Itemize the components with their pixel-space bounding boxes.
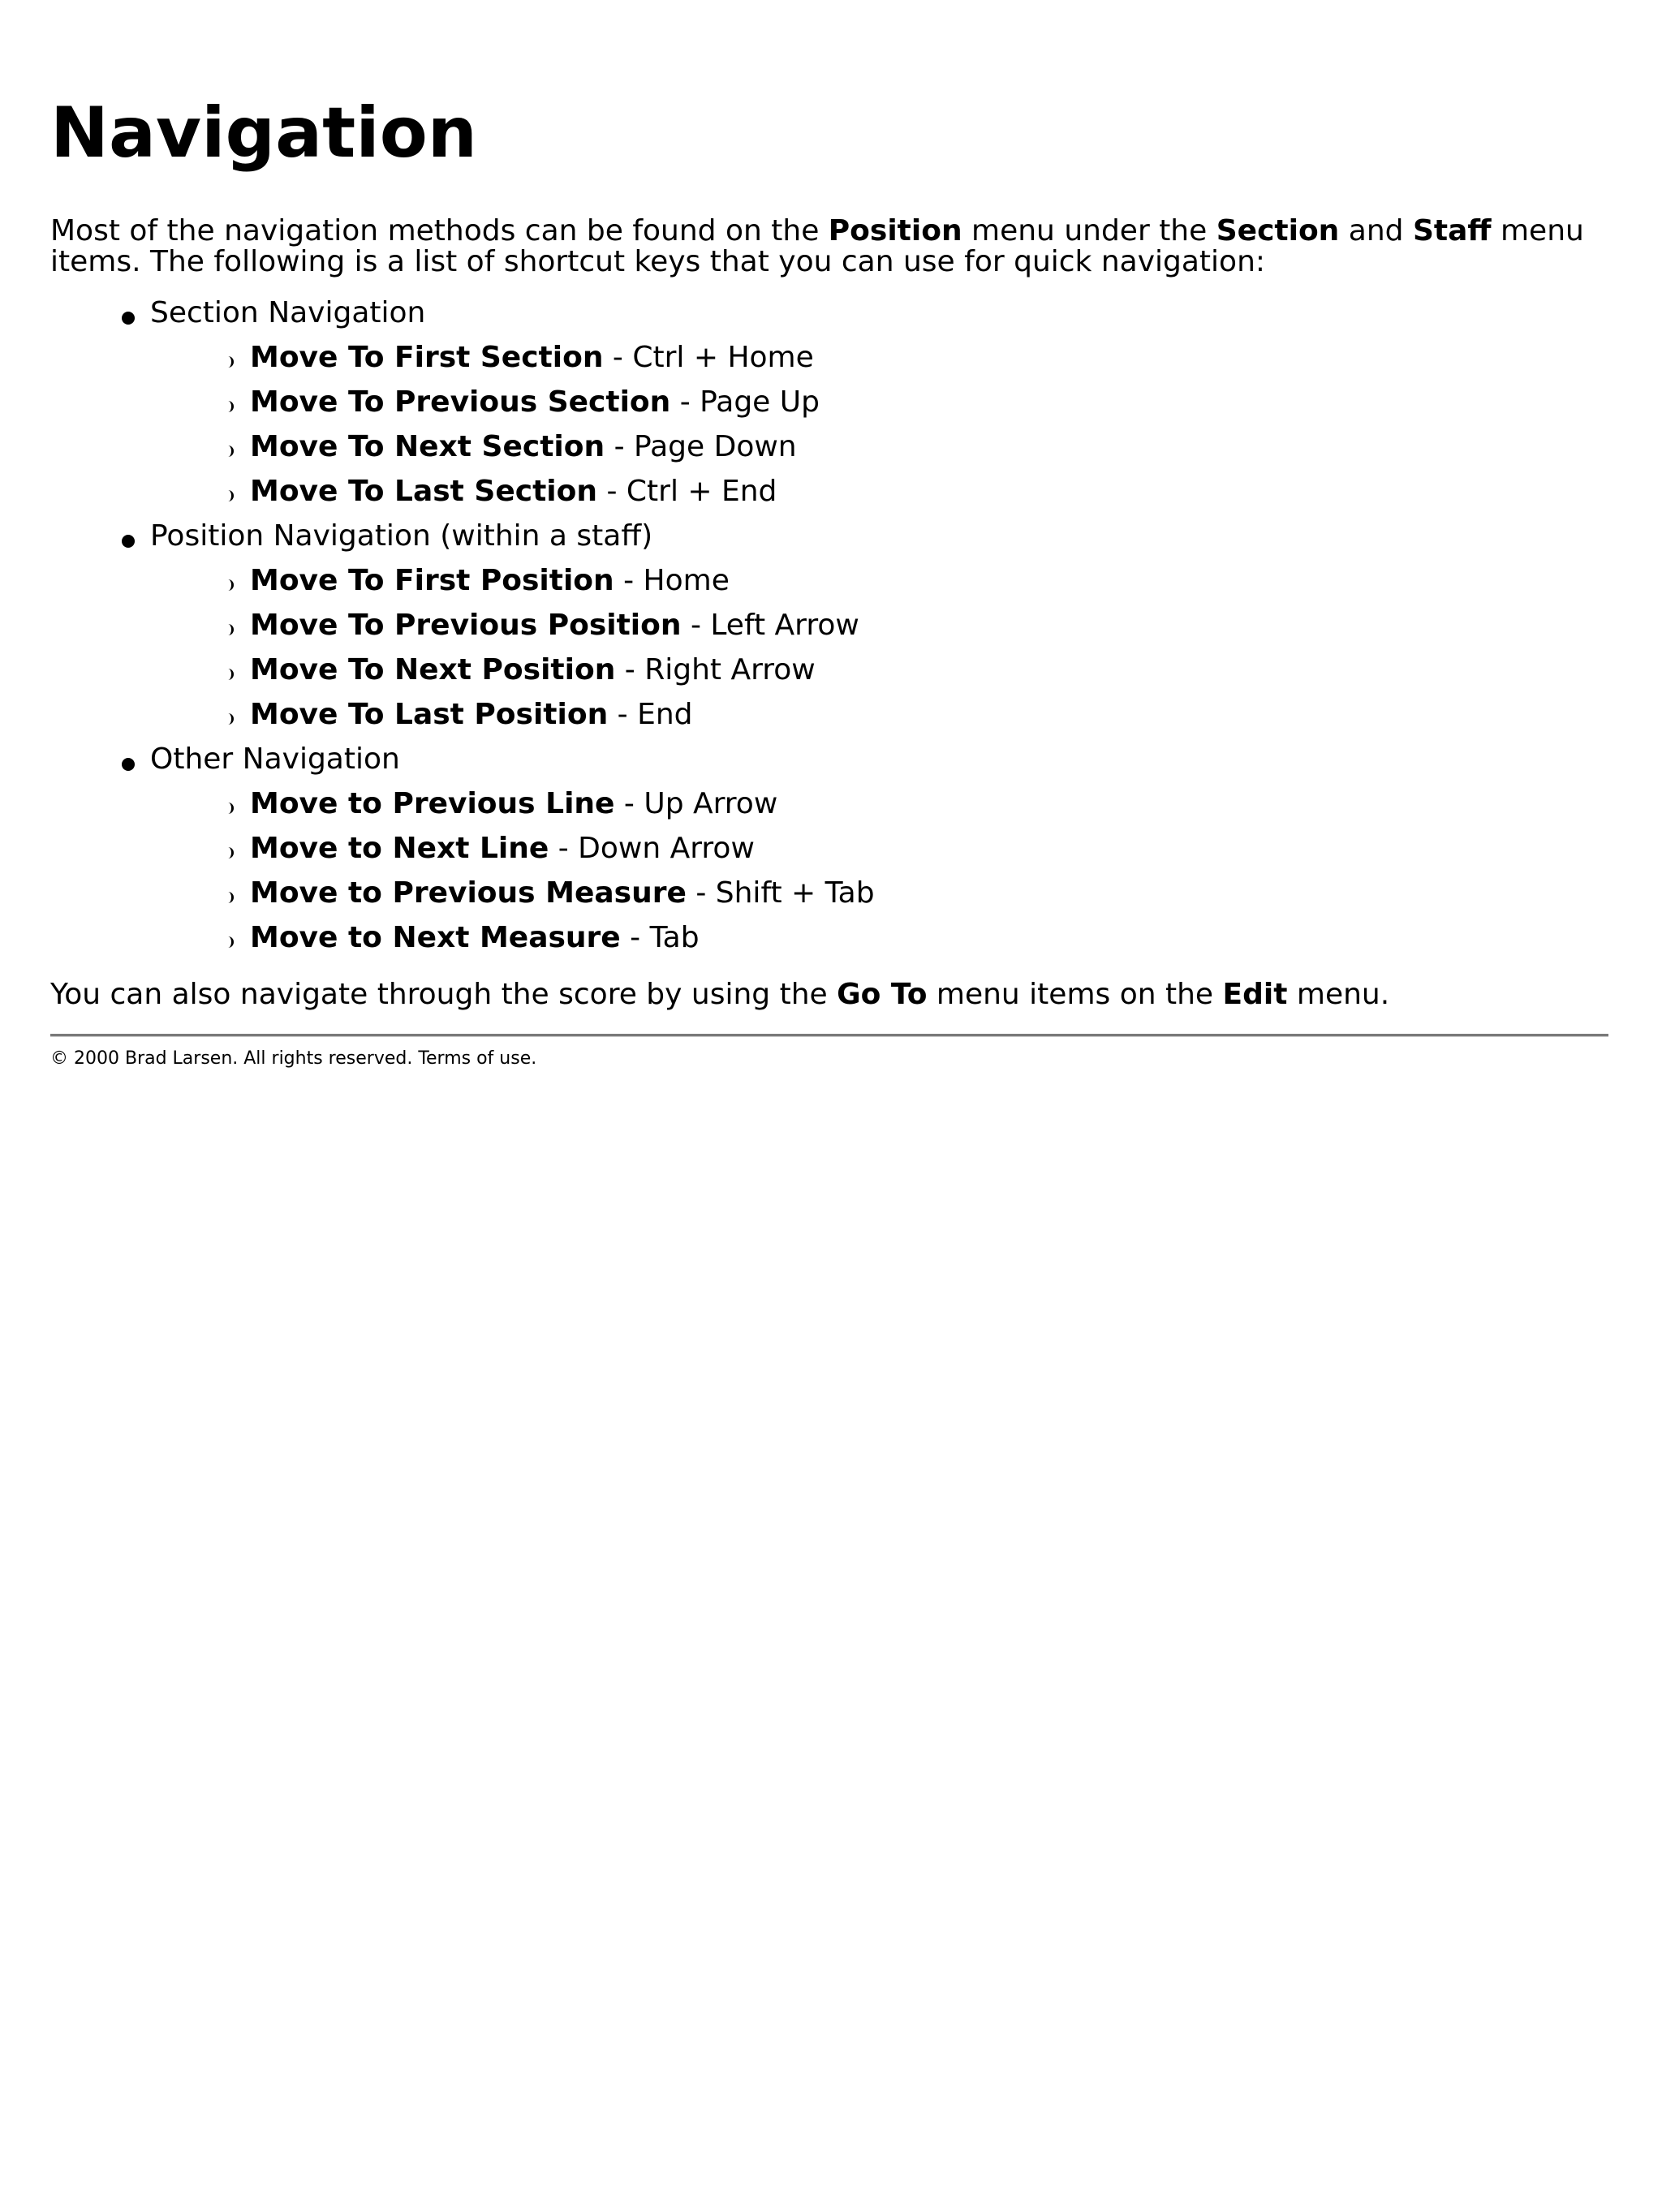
outro-text: You can also navigate through the score by using the xyxy=(50,978,837,1011)
shortcut-name: Move to Next Line xyxy=(250,832,549,865)
disc-bullet-icon xyxy=(122,758,135,771)
shortcut-item xyxy=(150,781,875,826)
shortcut-groups-list xyxy=(50,290,875,960)
circle-bullet-icon xyxy=(226,445,234,457)
intro-text: menu items. The following is a list of shortcut keys that you can use for quick navigation: xyxy=(50,214,1584,278)
intro-menu-position: Position xyxy=(828,214,962,247)
shortcut-name: Move To Last Section xyxy=(250,475,598,508)
page-title: Navigation xyxy=(50,93,478,174)
group-position-navigation xyxy=(50,514,875,737)
circle-bullet-icon xyxy=(226,490,234,501)
shortcut-key: - Page Down xyxy=(605,430,797,463)
shortcut-name: Move To Next Section xyxy=(250,430,605,463)
circle-bullet-icon xyxy=(226,713,234,725)
group-label: Section Navigation xyxy=(150,296,426,329)
circle-bullet-icon xyxy=(226,401,234,412)
group-other-navigation xyxy=(50,737,875,960)
shortcut-key: - Shift + Tab xyxy=(686,876,875,910)
shortcut-name: Move To Previous Position xyxy=(250,609,682,642)
shortcut-item xyxy=(150,915,875,960)
shortcut-name: Move To First Position xyxy=(250,564,614,597)
group-section-navigation xyxy=(50,290,875,514)
intro-text: Most of the navigation methods can be found on the xyxy=(50,214,829,247)
shortcut-name: Move To Last Position xyxy=(250,698,609,731)
shortcut-item xyxy=(150,558,875,603)
shortcut-item xyxy=(150,826,875,871)
shortcut-key: - End xyxy=(608,698,693,731)
shortcut-item xyxy=(150,424,875,469)
shortcut-key: - Right Arrow xyxy=(615,653,816,686)
circle-bullet-icon xyxy=(226,356,234,368)
shortcut-key: - Page Up xyxy=(670,385,820,419)
shortcut-key: - Ctrl + End xyxy=(597,475,777,508)
intro-menu-staff: Staff xyxy=(1412,214,1492,247)
group-label: Position Navigation (within a staff) xyxy=(150,519,653,553)
intro-paragraph xyxy=(50,216,1592,278)
copyright-footer: © 2000 Brad Larsen. All rights reserved. Terms of use. xyxy=(50,1048,537,1069)
circle-bullet-icon xyxy=(226,847,234,859)
outro-text: menu. xyxy=(1287,978,1390,1011)
circle-bullet-icon xyxy=(226,579,234,591)
intro-menu-section: Section xyxy=(1216,214,1340,247)
shortcut-name: Move to Next Measure xyxy=(250,921,621,954)
circle-bullet-icon xyxy=(226,624,234,635)
shortcut-item xyxy=(150,380,875,424)
group-label: Other Navigation xyxy=(150,742,400,776)
shortcut-item xyxy=(150,648,875,692)
circle-bullet-icon xyxy=(226,803,234,814)
shortcut-key: - Left Arrow xyxy=(681,609,859,642)
shortcut-list xyxy=(150,558,875,737)
outro-menu-goto: Go To xyxy=(837,978,928,1011)
disc-bullet-icon xyxy=(122,312,135,325)
disc-bullet-icon xyxy=(122,535,135,548)
shortcut-key: - Tab xyxy=(620,921,700,954)
circle-bullet-icon xyxy=(226,669,234,680)
shortcut-key: - Down Arrow xyxy=(549,832,755,865)
shortcut-name: Move to Previous Line xyxy=(250,787,615,820)
shortcut-item xyxy=(150,469,875,514)
shortcut-name: Move To First Section xyxy=(250,341,604,374)
outro-text: menu items on the xyxy=(927,978,1223,1011)
horizontal-rule xyxy=(50,1034,1608,1037)
outro-paragraph xyxy=(50,977,1389,1013)
shortcut-item xyxy=(150,603,875,648)
shortcut-list xyxy=(150,781,875,960)
outro-menu-edit: Edit xyxy=(1222,978,1288,1011)
shortcut-name: Move To Previous Section xyxy=(250,385,671,419)
shortcut-key: - Ctrl + Home xyxy=(603,341,814,374)
circle-bullet-icon xyxy=(226,936,234,948)
shortcut-item xyxy=(150,335,875,380)
circle-bullet-icon xyxy=(226,892,234,903)
shortcut-key: - Home xyxy=(614,564,730,597)
intro-text: and xyxy=(1339,214,1413,247)
intro-text: menu under the xyxy=(962,214,1216,247)
shortcut-name: Move to Previous Measure xyxy=(250,876,687,910)
shortcut-list xyxy=(150,335,875,514)
shortcut-name: Move To Next Position xyxy=(250,653,616,686)
shortcut-item xyxy=(150,871,875,915)
shortcut-item xyxy=(150,692,875,737)
shortcut-key: - Up Arrow xyxy=(614,787,778,820)
